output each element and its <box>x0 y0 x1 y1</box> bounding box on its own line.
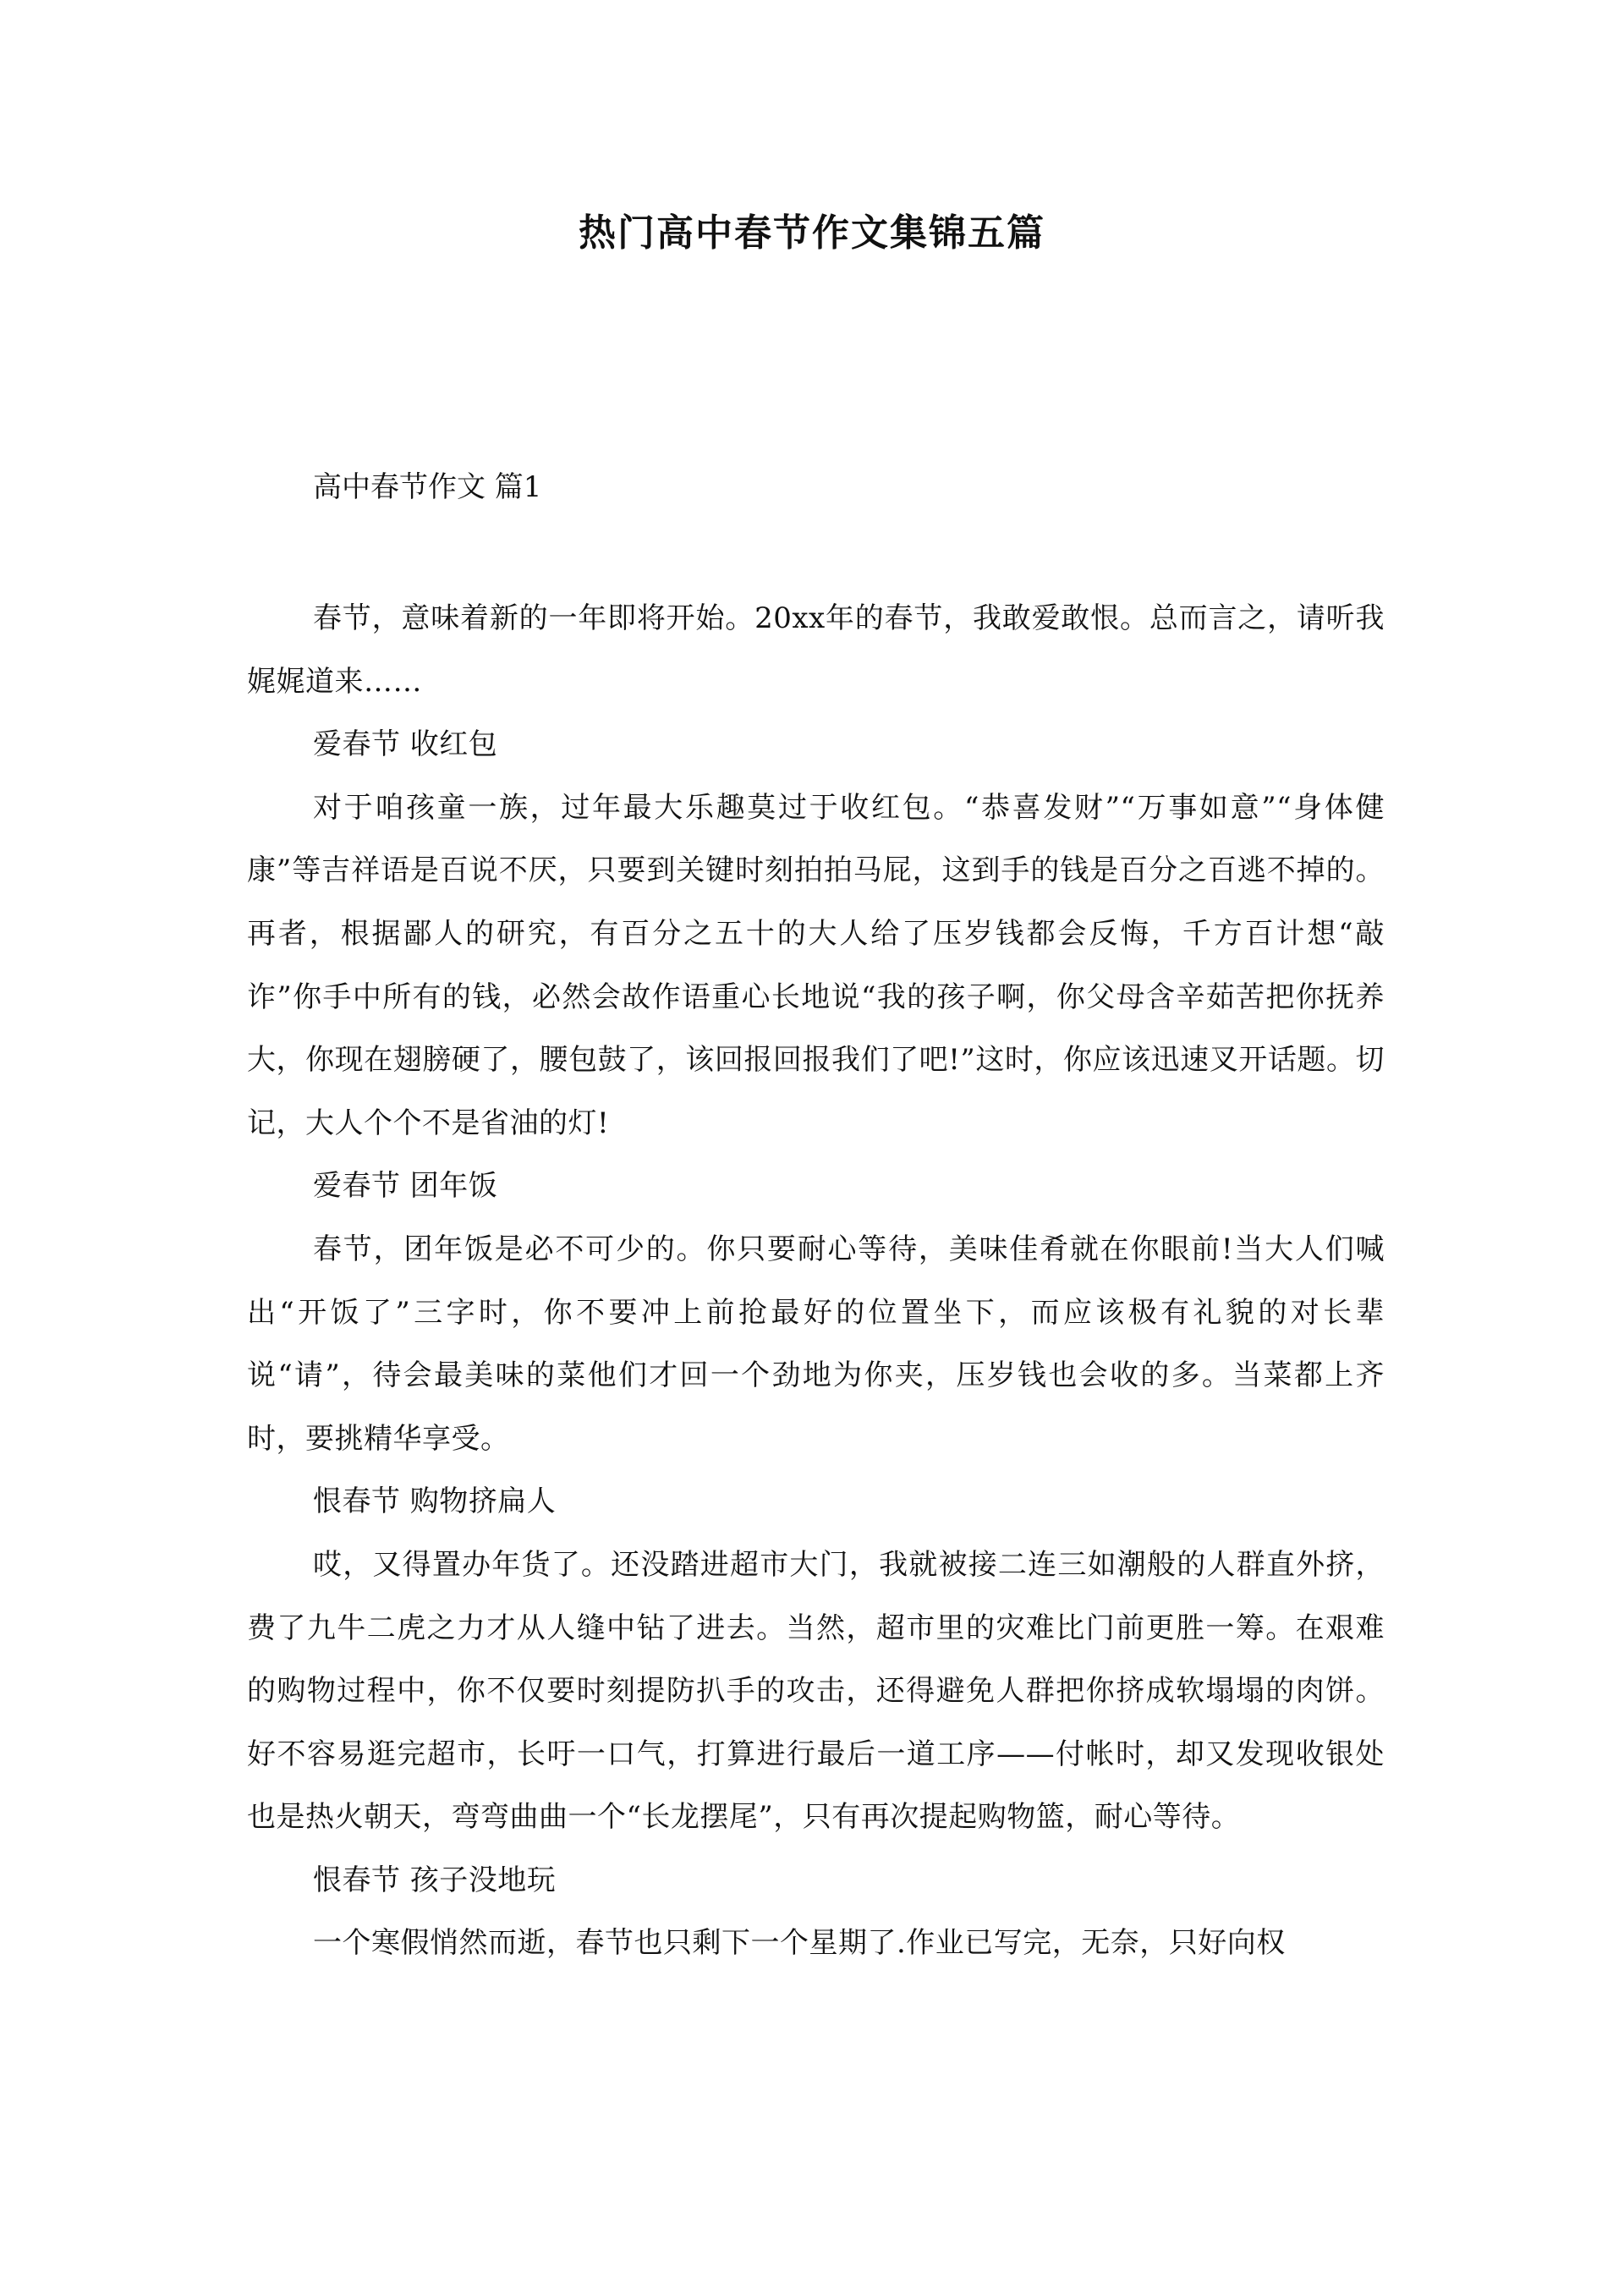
document-title: 热门高中春节作文集锦五篇 <box>579 211 1045 255</box>
section-heading-red-envelope: 爱春节 收红包 <box>313 727 498 762</box>
essay-heading: 高中春节作文 篇1 <box>313 470 542 504</box>
paragraph-shopping: 哎，又得置办年货了。还没踏进超市大门，我就被接二连三如潮般的人群直外挤，费了九牛二虎之力才从人缝中钻了进去。当然，超市里的灾难比门前更胜一筹。在艰难的购物过程中，你不仅要时刻提防扒手的攻击，还得避免人群把你挤成软塌塌的肉饼。好不容易逛完超市，长吁一口气，打算进行最后一道工序——付帐时，却又发现收银处也是热火朝天，弯弯曲曲一个“长龙摆尾”，只有再次提起购物篮，耐心等待。 <box>247 1547 1385 1835</box>
essay-body <box>247 587 1385 1975</box>
paragraph-red-envelope: 对于咱孩童一族，过年最大乐趣莫过于收红包。“恭喜发财”“万事如意”“身体健康”等吉祥语是百说不厌，只要到关键时刻拍拍马屁，这到手的钱是百分之百逃不掉的。再者，根据鄙人的研究，有百分之五十的大人给了压岁钱都会反悔，千方百计想“敲诈”你手中所有的钱，必然会故作语重心长地说“我的孩子啊，你父母含辛茹苦把你抚养大，你现在翅膀硬了，腰包鼓了，该回报回报我们了吧!”这时，你应该迅速叉开话题。切记，大人个个不是省油的灯! <box>247 790 1385 1140</box>
section-heading-no-place-to-play: 恨春节 孩子没地玩 <box>313 1863 557 1897</box>
paragraph-no-place-to-play: 一个寒假悄然而逝，春节也只剩下一个星期了.作业已写完，无奈，只好向权 <box>313 1926 1286 1961</box>
section-heading-reunion-dinner: 爱春节 团年饭 <box>313 1169 498 1204</box>
section-heading-shopping: 恨春节 购物挤扁人 <box>313 1485 557 1519</box>
paragraph-intro: 春节，意味着新的一年即将开始。20xx年的春节，我敢爱敢恨。总而言之，请听我娓娓道来…… <box>247 601 1385 699</box>
paragraph-reunion-dinner: 春节，团年饭是必不可少的。你只要耐心等待，美味佳肴就在你眼前!当大人们喊出“开饭了”三字时，你不要冲上前抢最好的位置坐下，而应该极有礼貌的对长辈说“请”，待会最美味的菜他们才回一个劲地为你夹，压岁钱也会收的多。当菜都上齐时，要挑精华享受。 <box>247 1232 1385 1456</box>
